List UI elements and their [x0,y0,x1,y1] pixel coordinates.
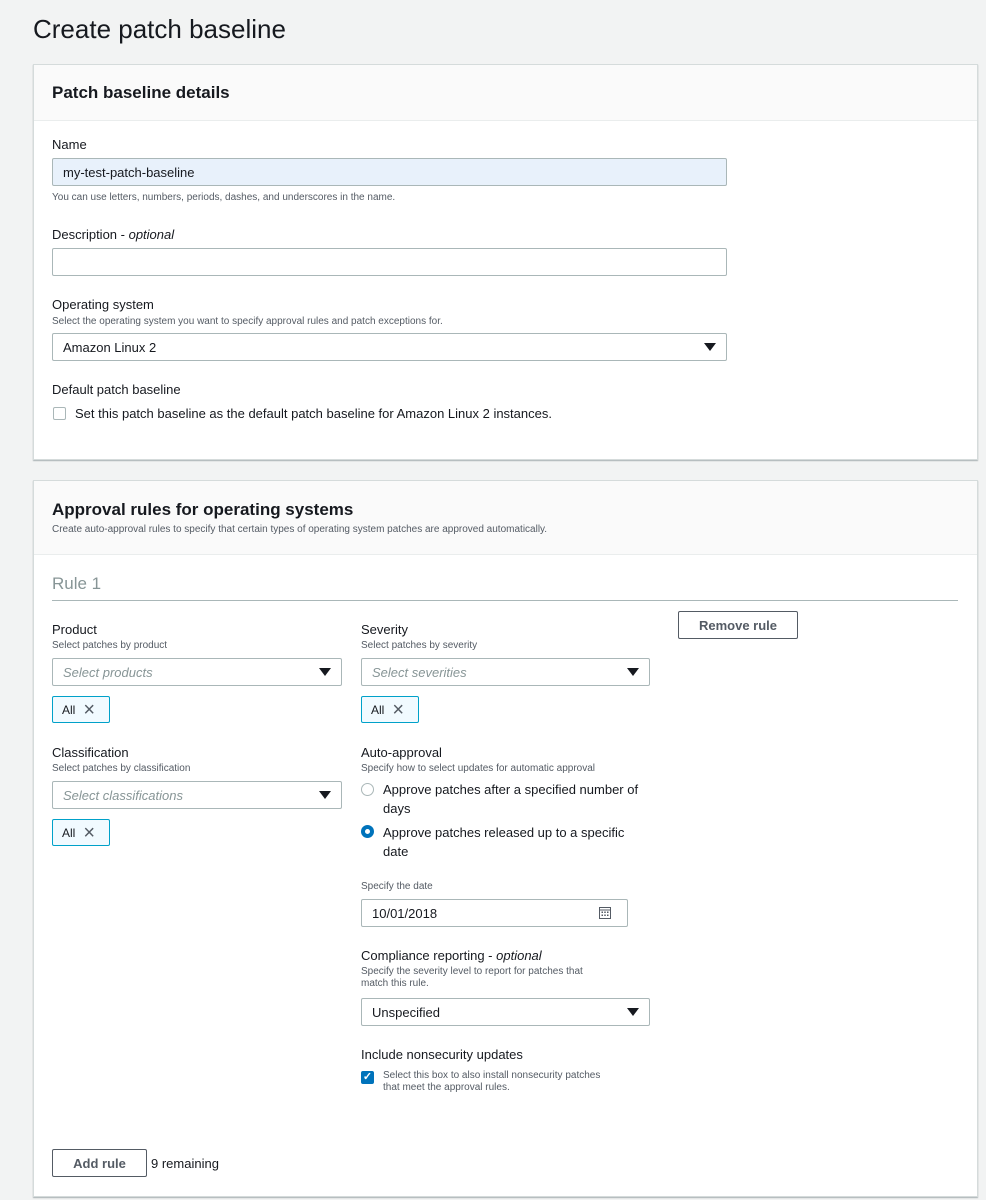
severity-label: Severity [361,622,408,637]
nonsecurity-checkbox[interactable] [361,1071,374,1084]
description-label [52,227,174,242]
approve-after-days-line2: days [383,801,411,816]
os-value: Amazon Linux 2 [63,339,157,355]
caret-down-icon [627,1008,639,1016]
caret-down-icon [319,791,331,799]
rule-divider [52,600,958,601]
os-label: Operating system [52,297,154,312]
auto-approval-hint: Specify how to select updates for automatic approval [361,763,596,774]
description-optional: optional [128,227,175,242]
description-input[interactable] [52,248,727,276]
approval-panel-header [34,481,977,555]
compliance-hint-line1: Specify the severity level to report for patches that [361,966,583,977]
severity-select[interactable] [361,658,650,686]
compliance-select[interactable] [361,998,650,1026]
approval-heading: Approval rules for operating systems [52,500,354,519]
close-icon[interactable]: × [83,698,96,721]
add-rule-button[interactable]: Add rule [52,1149,147,1177]
compliance-label [361,948,542,963]
date-value: 10/01/2018 [372,905,438,921]
nonsecurity-text [383,1070,600,1094]
default-baseline-label: Default patch baseline [52,382,181,397]
product-label: Product [52,622,97,637]
name-hint: You can use letters, numbers, periods, dashes, and underscores in the name. [52,192,396,203]
nonsecurity-text-line1: Select this box to also install nonsecurity patches [383,1070,601,1081]
approve-up-to-date-radio[interactable] [361,825,374,838]
caret-down-icon [319,668,331,676]
check-icon: ✓ [362,1071,373,1083]
product-select[interactable] [52,658,342,686]
name-label: Name [52,137,87,152]
severity-hint: Select patches by severity [361,640,478,651]
details-panel-header [34,65,977,121]
date-input[interactable] [361,899,628,927]
date-label: Specify the date [361,881,433,892]
classification-select[interactable] [52,781,342,809]
compliance-hint-line2: match this rule. [361,978,429,989]
product-hint: Select patches by product [52,640,168,651]
classification-label: Classification [52,745,129,760]
severity-placeholder: Select severities [372,664,467,680]
nonsecurity-text-line2: that meet the approval rules. [383,1082,510,1093]
compliance-optional: optional [496,948,542,963]
calendar-icon[interactable] [599,907,611,922]
approval-subheading: Create auto-approval rules to specify that certain types of operating system patches are approved automatically. [52,524,548,535]
severity-token [361,696,419,723]
product-token-label: All [62,702,76,717]
close-icon[interactable]: × [392,698,405,721]
product-token [52,696,110,723]
caret-down-icon [627,668,639,676]
rules-remaining: 9 remaining [151,1156,219,1171]
name-value: my-test-patch-baseline [63,164,195,180]
rule-title: Rule 1 [52,574,102,593]
approve-up-to-date-line2: date [383,844,409,859]
compliance-hint [361,966,583,990]
approve-up-to-date-label[interactable] [383,823,624,861]
nonsecurity-label: Include nonsecurity updates [361,1047,523,1062]
default-baseline-checkbox[interactable] [53,407,66,420]
approve-after-days-radio[interactable] [361,783,374,796]
os-hint: Select the operating system you want to specify approval rules and patch exceptions for. [52,316,443,327]
approve-up-to-date-line1: Approve patches released up to a specific [383,825,625,840]
severity-token-label: All [371,702,385,717]
approve-after-days-line1: Approve patches after a specified number of [383,782,639,797]
classification-placeholder: Select classifications [63,787,183,803]
os-select[interactable] [52,333,727,361]
default-baseline-checkbox-label: Set this patch baseline as the default patch baseline for Amazon Linux 2 instances. [75,406,552,421]
page-title: Create patch baseline [33,14,286,44]
remove-rule-button[interactable]: Remove rule [678,611,798,639]
description-label-text: Description - [52,227,125,242]
close-icon[interactable]: × [83,821,96,844]
auto-approval-label: Auto-approval [361,745,442,760]
compliance-label-text: Compliance reporting - [361,948,493,963]
product-placeholder: Select products [63,664,153,680]
classification-token-label: All [62,825,76,840]
compliance-value: Unspecified [372,1004,440,1020]
classification-hint: Select patches by classification [52,763,191,774]
name-input[interactable] [52,158,727,186]
classification-token [52,819,110,846]
caret-down-icon [704,343,716,351]
approve-after-days-label[interactable] [383,780,638,818]
details-heading: Patch baseline details [52,83,230,102]
